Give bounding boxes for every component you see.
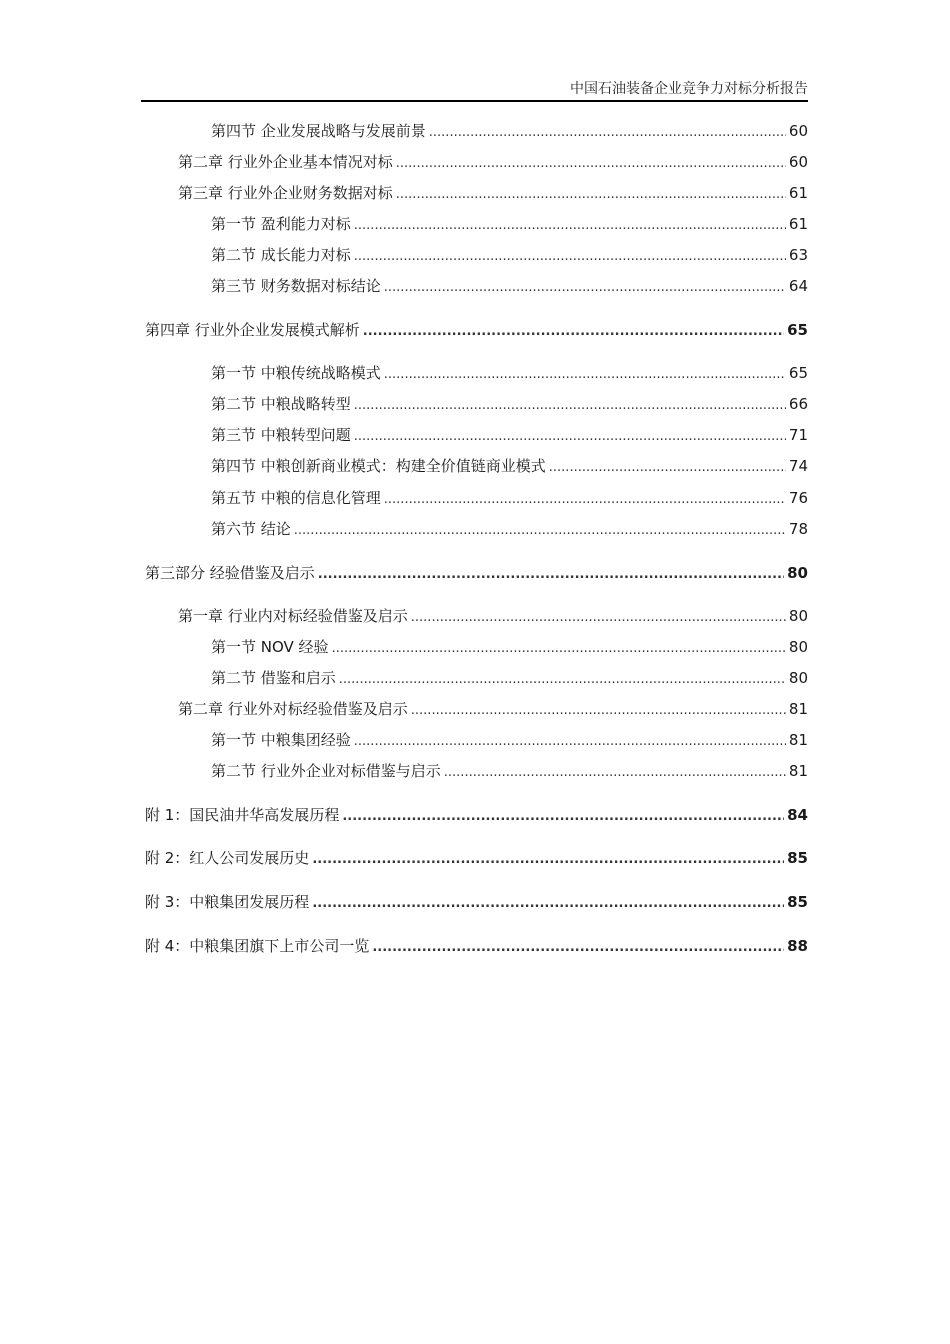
toc-entry[interactable]: [178, 605, 808, 627]
toc-entry-page: 76: [788, 489, 808, 507]
toc-entry-label: 附 3：中粮集团发展历程: [145, 893, 310, 911]
toc-entry-label: 第四章 行业外企业发展模式解析: [145, 321, 360, 339]
toc-entry-page: 61: [788, 215, 808, 233]
toc-entry-page: 63: [788, 246, 808, 264]
toc-entry-label: 第一节 中粮传统战略模式: [211, 364, 381, 382]
toc-entry-page: 81: [788, 762, 808, 780]
toc-entry[interactable]: [211, 244, 808, 266]
toc-entry-page: 60: [788, 153, 808, 171]
toc-entry-page: 78: [788, 520, 808, 538]
toc-entry[interactable]: [211, 213, 808, 235]
toc-entry-page: 84: [787, 806, 808, 824]
toc-entry-label: 第六节 结论: [211, 520, 291, 538]
toc-entry[interactable]: [211, 729, 808, 751]
toc-entry-label: 第二节 中粮战略转型: [211, 395, 351, 413]
toc-entry-page: 81: [788, 700, 808, 718]
toc-entry-page: 85: [787, 849, 808, 867]
toc-entry[interactable]: [178, 182, 808, 204]
toc-entry[interactable]: [145, 935, 808, 957]
toc-entry-label: 第一章 行业内对标经验借鉴及启示: [178, 607, 408, 625]
toc-entry-label: 附 2：红人公司发展历史: [145, 849, 310, 867]
toc-entry-label: 第一节 盈利能力对标: [211, 215, 351, 233]
toc-entry[interactable]: [145, 319, 808, 341]
toc-entry[interactable]: [211, 120, 808, 142]
toc-entry-page: 65: [787, 321, 808, 339]
toc-entry-label: 第四节 企业发展战略与发展前景: [211, 122, 426, 140]
toc-entry-page: 66: [788, 395, 808, 413]
toc-entry[interactable]: [145, 891, 808, 913]
toc-entry[interactable]: [178, 698, 808, 720]
toc-entry[interactable]: [211, 424, 808, 446]
toc-entry-label: 第四节 中粮创新商业模式：构建全价值链商业模式: [211, 457, 546, 475]
toc-entry-label: 第二节 成长能力对标: [211, 246, 351, 264]
toc-entry-label: 第三部分 经验借鉴及启示: [145, 564, 315, 582]
toc-entry[interactable]: [145, 847, 808, 869]
toc-entry-label: 第一节 中粮集团经验: [211, 731, 351, 749]
toc-entry-label: 第一节 NOV 经验: [211, 638, 329, 656]
toc-entry[interactable]: [211, 636, 808, 658]
toc-entry[interactable]: [178, 151, 808, 173]
toc-entry[interactable]: [211, 667, 808, 689]
toc-entry[interactable]: [211, 275, 808, 297]
toc-entry-label: 第二章 行业外对标经验借鉴及启示: [178, 700, 408, 718]
toc-entry-page: 65: [788, 364, 808, 382]
toc-entry-label: 第三节 中粮转型问题: [211, 426, 351, 444]
toc-entry[interactable]: [211, 487, 808, 509]
toc-entry[interactable]: [211, 455, 808, 477]
toc-entry-page: 80: [788, 669, 808, 687]
toc-entry-page: 64: [788, 277, 808, 295]
page-header: 中国石油装备企业竞争力对标分析报告: [570, 81, 808, 97]
toc-entry[interactable]: [211, 393, 808, 415]
toc-entry-page: 80: [788, 638, 808, 656]
toc-entry[interactable]: [145, 562, 808, 584]
toc-entry-page: 74: [788, 457, 808, 475]
toc-entry-label: 附 4：中粮集团旗下上市公司一览: [145, 937, 370, 955]
toc-entry[interactable]: [211, 760, 808, 782]
toc-entry-label: 第二节 借鉴和启示: [211, 669, 336, 687]
toc-entry-page: 80: [788, 607, 808, 625]
toc-entry-page: 81: [788, 731, 808, 749]
toc-entry-label: 第五节 中粮的信息化管理: [211, 489, 381, 507]
toc-entry-label: 第二节 行业外企业对标借鉴与启示: [211, 762, 441, 780]
toc-entry-label: 第二章 行业外企业基本情况对标: [178, 153, 393, 171]
toc-entry-page: 61: [788, 184, 808, 202]
toc-entry-label: 附 1：国民油井华高发展历程: [145, 806, 340, 824]
toc-entry[interactable]: [211, 362, 808, 384]
toc-entry-page: 88: [787, 937, 808, 955]
toc-entry-label: 第三节 财务数据对标结论: [211, 277, 381, 295]
header-rule: [141, 100, 808, 102]
toc-entry-label: 第三章 行业外企业财务数据对标: [178, 184, 393, 202]
toc-entry[interactable]: [145, 804, 808, 826]
toc-entry[interactable]: [211, 518, 808, 540]
toc-entry-page: 85: [787, 893, 808, 911]
toc-entry-page: 71: [788, 426, 808, 444]
toc-entry-page: 60: [788, 122, 808, 140]
toc-entry-page: 80: [787, 564, 808, 582]
